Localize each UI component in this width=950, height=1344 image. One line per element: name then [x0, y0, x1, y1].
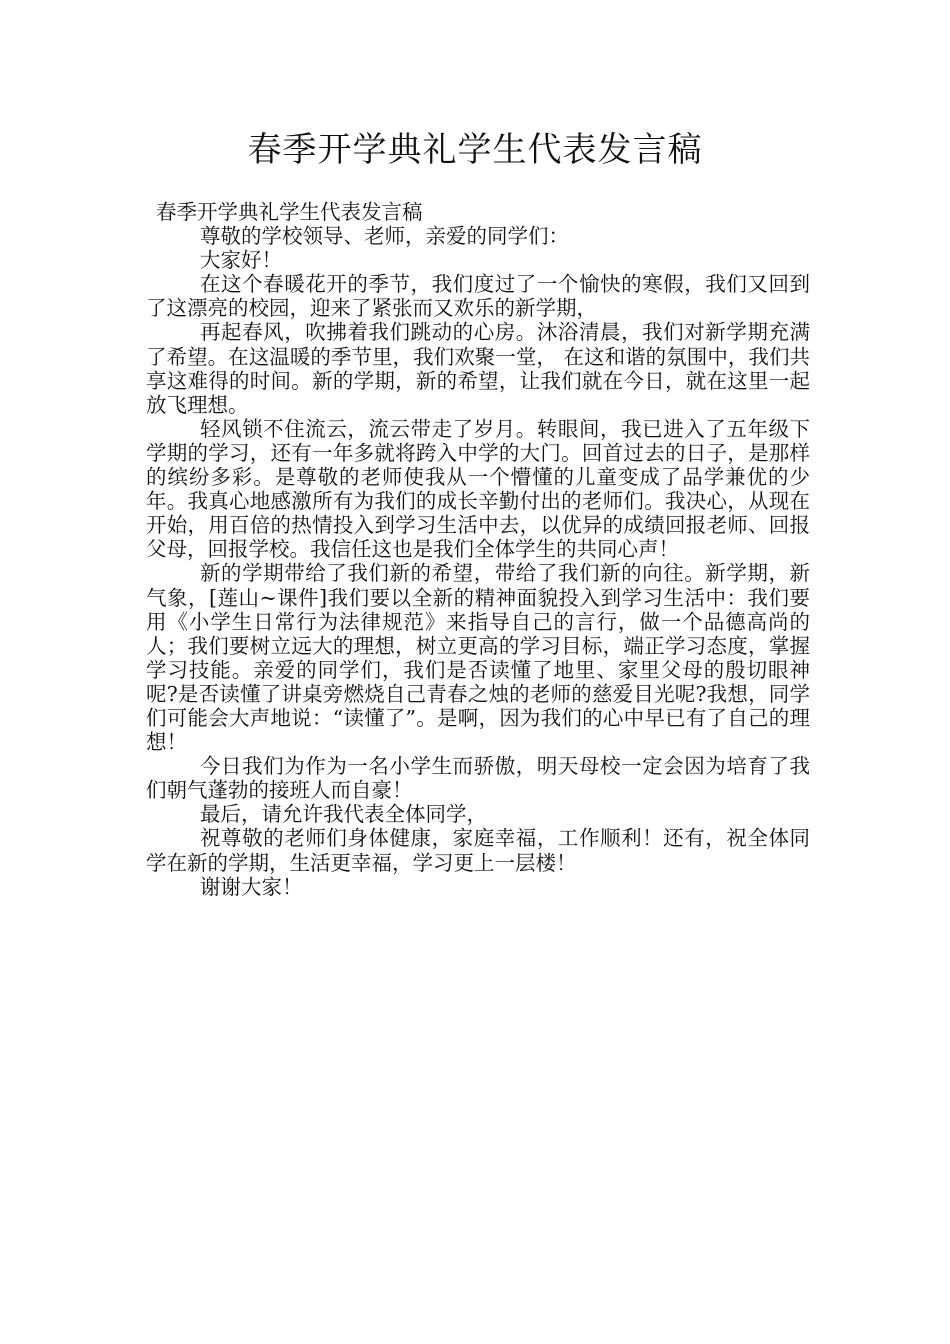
paragraph-greeting: 大家好！	[200, 248, 282, 273]
document-title: 春季开学典礼学生代表发言稿	[247, 130, 703, 170]
paragraph-salutation: 尊敬的学校领导、老师，亲爱的同学们：	[200, 224, 569, 249]
paragraph: 今日我们为作为一名小学生而骄傲，明天母校一定会因为培育了我们朝气蓬勃的接班人而自豪！	[146, 754, 810, 803]
paragraph: 新的学期带给了我们新的希望，带给了我们新的向往。新学期，新气象，[莲山~课件]我们要以全新的精神面貌投入到学习生活中：我们要用《小学生日常行为法律规范》来指导自己的言行，做一个品德高尚的人；我们要树立远大的理想，树立更高的学习目标，端正学习态度，掌握学习技能。亲爱的同学们，我们是否读懂了地里、家里父母的殷切眼神呢?是否读懂了讲桌旁燃烧自己青春之烛的老师的慈爱目光呢?我想，同学们可能会大声地说：“读懂了”。是啊，因为我们的心中早已有了自己的理想！	[146, 561, 810, 755]
document-subtitle: 春季开学典礼学生代表发言稿	[156, 200, 423, 224]
paragraph: 最后，请允许我代表全体同学，	[200, 802, 487, 827]
paragraph-closing: 谢谢大家！	[200, 874, 303, 899]
paragraph: 轻风锁不住流云，流云带走了岁月。转眼间，我已进入了五年级下学期的学习，还有一年多就将跨入中学的大门。回首过去的日子，是那样的缤纷多彩。是尊敬的老师使我从一个懵懂的儿童变成了品学兼优的少年。我真心地感激所有为我们的成长辛勤付出的老师们。我决心，从现在开始，用百倍的热情投入到学习生活中去，以优异的成绩回报老师、回报父母，回报学校。我信任这也是我们全体学生的共同心声！	[146, 416, 810, 562]
document-body	[146, 200, 810, 899]
paragraph: 在这个春暖花开的季节，我们度过了一个愉快的寒假，我们又回到了这漂亮的校园，迎来了紧张而又欢乐的新学期，	[146, 272, 810, 321]
paragraph: 再起春风，吹拂着我们跳动的心房。沐浴清晨，我们对新学期充满了希望。在这温暖的季节里，我们欢聚一堂， 在这和谐的氛围中，我们共享这难得的时间。新的学期，新的希望，让我们就在今日，就在这里一起放飞理想。	[146, 320, 810, 417]
paragraph: 祝尊敬的老师们身体健康，家庭幸福，工作顺利！还有，祝全体同学在新的学期，生活更幸福，学习更上一层楼！	[146, 826, 810, 875]
